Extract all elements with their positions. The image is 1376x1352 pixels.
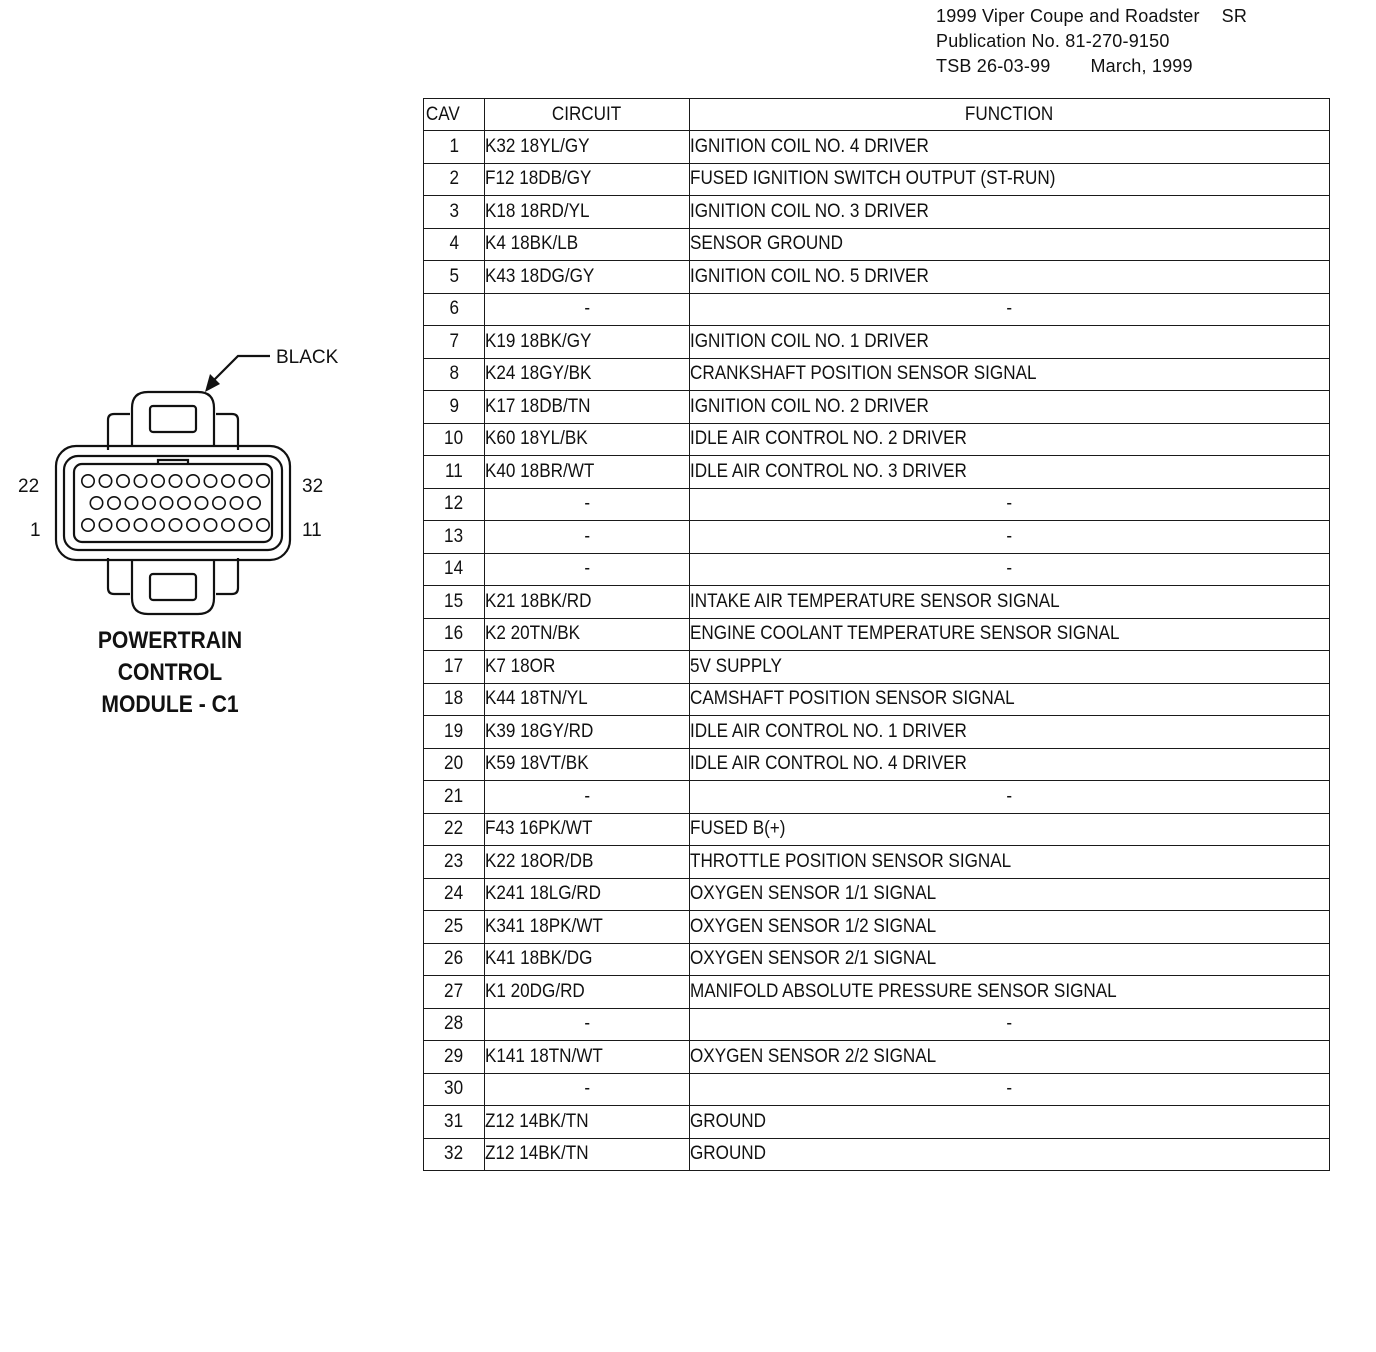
connector-pin-hole [257, 519, 269, 531]
circuit-cell: F43 16PK/WT [485, 813, 690, 846]
pin-label-22: 22 [18, 476, 40, 497]
connector-pin-hole [222, 475, 234, 487]
connector-pin-hole [108, 497, 120, 509]
header-cav: CAV [424, 99, 485, 131]
header-line-1 [936, 4, 1247, 29]
circuit-cell: K44 18TN/YL [485, 683, 690, 716]
circuit-cell: F12 18DB/GY [485, 163, 690, 196]
cav-cell: 26 [424, 943, 485, 976]
function-cell: IDLE AIR CONTROL NO. 1 DRIVER [690, 716, 1330, 749]
cav-cell: 21 [424, 781, 485, 814]
table-row [424, 293, 1330, 326]
circuit-cell: Z12 14BK/TN [485, 1138, 690, 1171]
function-cell: INTAKE AIR TEMPERATURE SENSOR SIGNAL [690, 586, 1330, 619]
circuit-cell: K40 18BR/WT [485, 456, 690, 489]
table-row [424, 163, 1330, 196]
function-cell: GROUND [690, 1138, 1330, 1171]
connector-pin-hole [187, 475, 199, 487]
function-cell: - [690, 781, 1330, 814]
table-row [424, 261, 1330, 294]
circuit-cell: K1 20DG/RD [485, 976, 690, 1009]
cav-cell: 10 [424, 423, 485, 456]
table-row [424, 716, 1330, 749]
cav-cell: 27 [424, 976, 485, 1009]
table-row [424, 358, 1330, 391]
cav-cell: 19 [424, 716, 485, 749]
connector-pin-hole [248, 497, 260, 509]
connector-pin-hole [143, 497, 155, 509]
cav-cell: 29 [424, 1041, 485, 1074]
table-row [424, 878, 1330, 911]
header-function: FUNCTION [690, 99, 1330, 131]
cav-cell: 5 [424, 261, 485, 294]
connector-pin-hole [178, 497, 190, 509]
table-row [424, 1008, 1330, 1041]
connector-pin-hole [195, 497, 207, 509]
cav-cell: 3 [424, 196, 485, 229]
cav-cell: 23 [424, 846, 485, 879]
table-row [424, 553, 1330, 586]
table-row [424, 456, 1330, 489]
cav-cell: 1 [424, 131, 485, 164]
connector-pin-hole [152, 519, 164, 531]
table-row [424, 1073, 1330, 1106]
pinout-table [423, 98, 1330, 1171]
table-row [424, 1138, 1330, 1171]
connector-pin-hole [134, 519, 146, 531]
function-cell: OXYGEN SENSOR 2/1 SIGNAL [690, 943, 1330, 976]
circuit-cell: Z12 14BK/TN [485, 1106, 690, 1139]
connector-pin-hole [239, 519, 251, 531]
table-row [424, 651, 1330, 684]
connector-title-line-2: CONTROL [117, 659, 223, 686]
table-row [424, 131, 1330, 164]
function-cell: IDLE AIR CONTROL NO. 4 DRIVER [690, 748, 1330, 781]
cav-cell: 24 [424, 878, 485, 911]
header-code: SR [1221, 6, 1248, 26]
function-cell: - [690, 293, 1330, 326]
connector-pin-hole [204, 519, 216, 531]
tsb-number: TSB 26-03-99 [936, 56, 1051, 76]
circuit-cell: - [485, 293, 690, 326]
function-cell: 5V SUPPLY [690, 651, 1330, 684]
connector-pin-hole [82, 519, 94, 531]
function-cell: OXYGEN SENSOR 2/2 SIGNAL [690, 1041, 1330, 1074]
circuit-cell: K4 18BK/LB [485, 228, 690, 261]
cav-cell: 18 [424, 683, 485, 716]
function-cell: OXYGEN SENSOR 1/1 SIGNAL [690, 878, 1330, 911]
connector-pin-hole [169, 519, 181, 531]
function-cell: IGNITION COIL NO. 3 DRIVER [690, 196, 1330, 229]
circuit-cell: K22 18OR/DB [485, 846, 690, 879]
cav-cell: 28 [424, 1008, 485, 1041]
connector-diagram [0, 330, 360, 630]
circuit-cell: K341 18PK/WT [485, 911, 690, 944]
connector-pin-hole [152, 475, 164, 487]
cav-cell: 16 [424, 618, 485, 651]
function-cell: CAMSHAFT POSITION SENSOR SIGNAL [690, 683, 1330, 716]
cav-cell: 25 [424, 911, 485, 944]
table-row [424, 1106, 1330, 1139]
connector-pin-hole [239, 475, 251, 487]
connector-pin-hole [125, 497, 137, 509]
circuit-cell: K241 18LG/RD [485, 878, 690, 911]
connector-pin-hole [99, 475, 111, 487]
table-row [424, 618, 1330, 651]
table-row [424, 586, 1330, 619]
connector-title-line-3: MODULE - C1 [101, 691, 239, 718]
circuit-cell: K18 18RD/YL [485, 196, 690, 229]
connector-title-line-1: POWERTRAIN [97, 627, 243, 654]
cav-cell: 13 [424, 521, 485, 554]
function-cell: - [690, 488, 1330, 521]
connector-pin-hole [99, 519, 111, 531]
cav-cell: 14 [424, 553, 485, 586]
table-row [424, 846, 1330, 879]
function-cell: THROTTLE POSITION SENSOR SIGNAL [690, 846, 1330, 879]
connector-pin-hole [90, 497, 102, 509]
cav-cell: 32 [424, 1138, 485, 1171]
connector-pin-hole [213, 497, 225, 509]
function-cell: SENSOR GROUND [690, 228, 1330, 261]
circuit-cell: K141 18TN/WT [485, 1041, 690, 1074]
table-row [424, 1041, 1330, 1074]
cav-cell: 9 [424, 391, 485, 424]
table-row [424, 813, 1330, 846]
table-row [424, 423, 1330, 456]
pin-label-11: 11 [302, 520, 322, 541]
cav-cell: 7 [424, 326, 485, 359]
table-row [424, 521, 1330, 554]
header-title: 1999 Viper Coupe and Roadster [936, 6, 1200, 26]
pin-label-32: 32 [302, 476, 324, 497]
function-cell: CRANKSHAFT POSITION SENSOR SIGNAL [690, 358, 1330, 391]
circuit-cell: - [485, 1073, 690, 1106]
circuit-cell: K19 18BK/GY [485, 326, 690, 359]
header-circuit: CIRCUIT [485, 99, 690, 131]
cav-cell: 11 [424, 456, 485, 489]
cav-cell: 6 [424, 293, 485, 326]
circuit-cell: K17 18DB/TN [485, 391, 690, 424]
table-row [424, 683, 1330, 716]
connector-pin-hole [187, 519, 199, 531]
function-cell: FUSED B(+) [690, 813, 1330, 846]
publication-number: Publication No. 81-270-9150 [936, 31, 1170, 51]
circuit-cell: K59 18VT/BK [485, 748, 690, 781]
connector-title [73, 625, 267, 721]
cav-cell: 12 [424, 488, 485, 521]
cav-cell: 17 [424, 651, 485, 684]
function-cell: IGNITION COIL NO. 4 DRIVER [690, 131, 1330, 164]
connector-color-label: BLACK [276, 347, 339, 368]
table-header-row [424, 99, 1330, 131]
connector-pin-hole [230, 497, 242, 509]
table-row [424, 911, 1330, 944]
pinout-table-body [424, 131, 1330, 1171]
cav-cell: 22 [424, 813, 485, 846]
connector-pin-hole [169, 475, 181, 487]
function-cell: - [690, 1008, 1330, 1041]
cav-cell: 2 [424, 163, 485, 196]
circuit-cell: K21 18BK/RD [485, 586, 690, 619]
cav-cell: 31 [424, 1106, 485, 1139]
function-cell: IGNITION COIL NO. 5 DRIVER [690, 261, 1330, 294]
connector-pin-hole [117, 519, 129, 531]
connector-pin-hole [82, 475, 94, 487]
connector-pin-hole [257, 475, 269, 487]
circuit-cell: - [485, 521, 690, 554]
table-row [424, 943, 1330, 976]
cav-cell: 30 [424, 1073, 485, 1106]
circuit-cell: K7 18OR [485, 651, 690, 684]
header-line-3 [936, 54, 1247, 79]
table-row [424, 488, 1330, 521]
circuit-cell: K39 18GY/RD [485, 716, 690, 749]
table-row [424, 391, 1330, 424]
connector-pin-hole [117, 475, 129, 487]
table-row [424, 326, 1330, 359]
function-cell: IDLE AIR CONTROL NO. 2 DRIVER [690, 423, 1330, 456]
function-cell: IGNITION COIL NO. 1 DRIVER [690, 326, 1330, 359]
table-row [424, 976, 1330, 1009]
pin-label-1: 1 [30, 520, 41, 541]
function-cell: MANIFOLD ABSOLUTE PRESSURE SENSOR SIGNAL [690, 976, 1330, 1009]
table-row [424, 228, 1330, 261]
circuit-cell: K60 18YL/BK [485, 423, 690, 456]
function-cell: - [690, 521, 1330, 554]
circuit-cell: K24 18GY/BK [485, 358, 690, 391]
connector-pin-hole [160, 497, 172, 509]
cav-cell: 8 [424, 358, 485, 391]
function-cell: IGNITION COIL NO. 2 DRIVER [690, 391, 1330, 424]
cav-cell: 15 [424, 586, 485, 619]
circuit-cell: K41 18BK/DG [485, 943, 690, 976]
publication-date: March, 1999 [1090, 56, 1193, 76]
connector-pin-hole [134, 475, 146, 487]
document-header [936, 4, 1247, 79]
circuit-cell: K32 18YL/GY [485, 131, 690, 164]
cav-cell: 4 [424, 228, 485, 261]
table-row [424, 781, 1330, 814]
circuit-cell: - [485, 553, 690, 586]
function-cell: ENGINE COOLANT TEMPERATURE SENSOR SIGNAL [690, 618, 1330, 651]
circuit-cell: - [485, 781, 690, 814]
circuit-cell: - [485, 1008, 690, 1041]
circuit-cell: K43 18DG/GY [485, 261, 690, 294]
connector-pin-hole [204, 475, 216, 487]
cav-cell: 20 [424, 748, 485, 781]
table-row [424, 748, 1330, 781]
function-cell: FUSED IGNITION SWITCH OUTPUT (ST-RUN) [690, 163, 1330, 196]
function-cell: IDLE AIR CONTROL NO. 3 DRIVER [690, 456, 1330, 489]
function-cell: - [690, 553, 1330, 586]
connector-pin-hole [222, 519, 234, 531]
function-cell: - [690, 1073, 1330, 1106]
function-cell: OXYGEN SENSOR 1/2 SIGNAL [690, 911, 1330, 944]
circuit-cell: K2 20TN/BK [485, 618, 690, 651]
circuit-cell: - [485, 488, 690, 521]
function-cell: GROUND [690, 1106, 1330, 1139]
table-row [424, 196, 1330, 229]
